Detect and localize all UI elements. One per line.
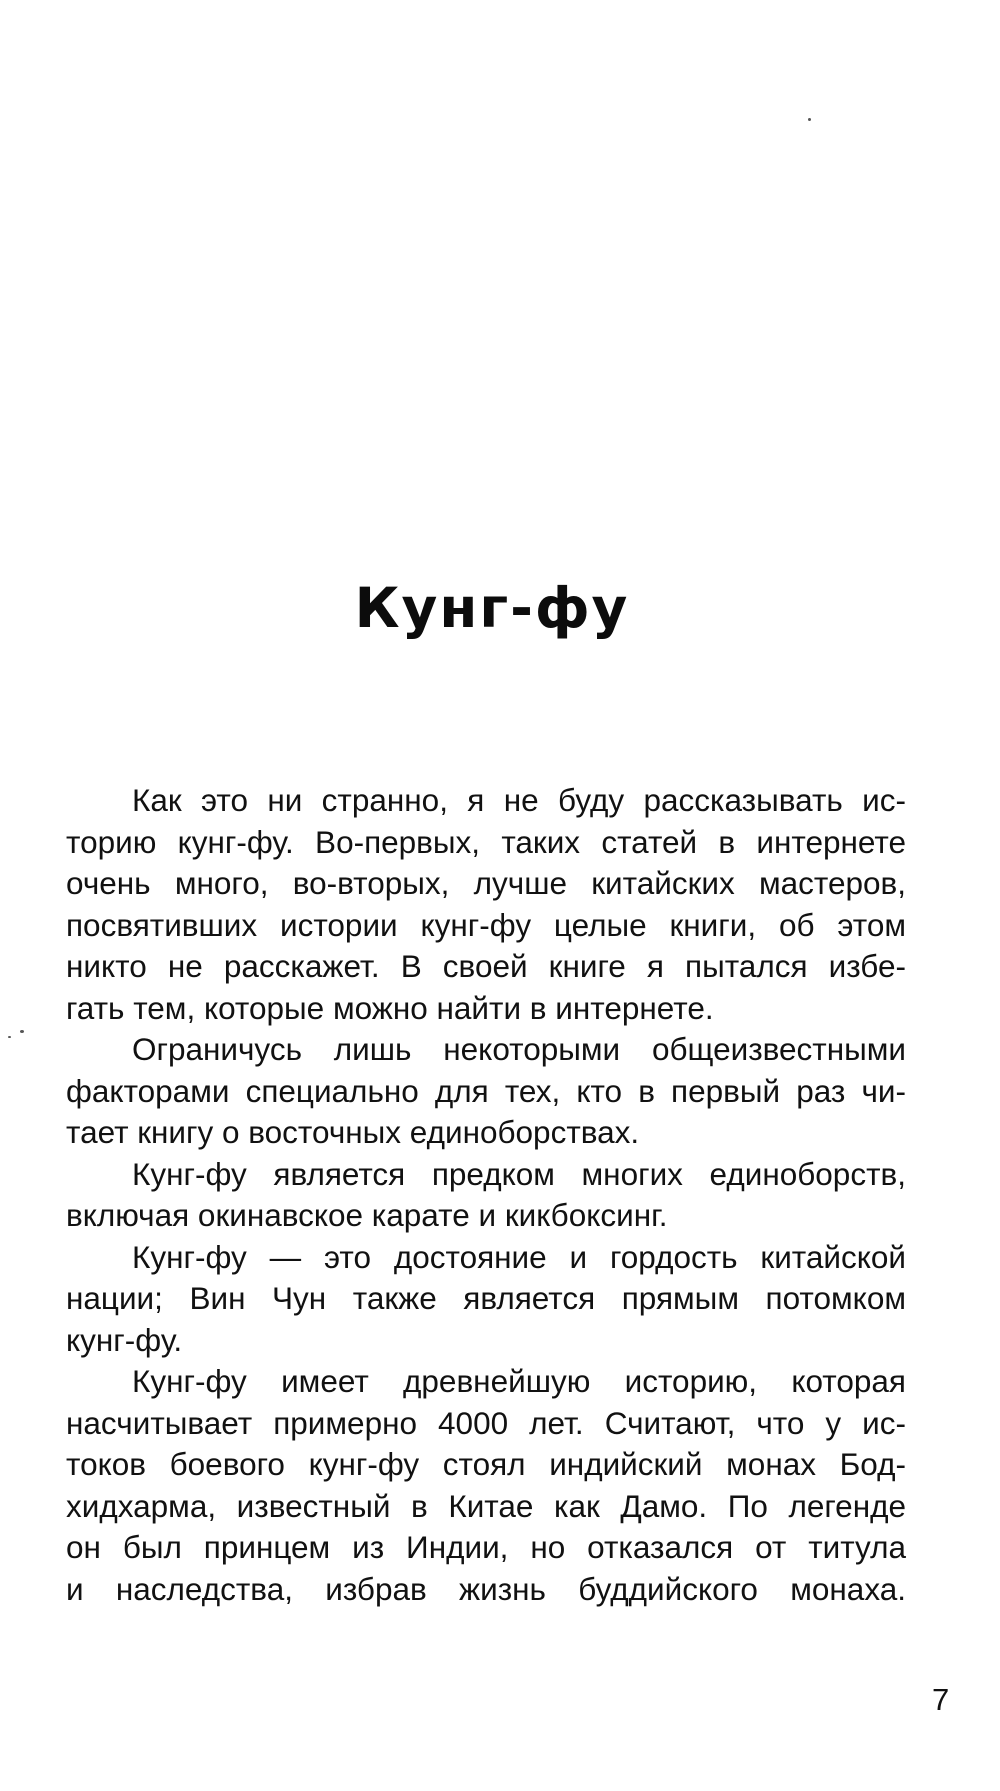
text-line: кунг-фу. xyxy=(66,1321,183,1358)
scan-speck xyxy=(8,1036,11,1038)
page-number: 7 xyxy=(932,1682,950,1717)
body-text xyxy=(66,780,906,1610)
text-line: Как это ни странно, я не буду рассказывать ис- xyxy=(132,782,906,818)
text-line: хидхарма, известный в Китае как Дамо. По легенде xyxy=(66,1487,906,1524)
text-line: Ограничусь лишь некоторыми общеизвестными xyxy=(132,1031,906,1067)
text-line: насчитывает примерно 4000 лет. Считают, что у ис- xyxy=(66,1404,906,1441)
text-line: никто не расскажет. В своей книге я пытался избе- xyxy=(66,948,906,984)
text-line: токов боевого кунг-фу стоял индийский монах Бод- xyxy=(66,1446,906,1482)
chapter-title: Кунг-фу xyxy=(354,576,630,640)
text-line: нации; Вин Чун также является прямым потомком xyxy=(66,1280,906,1316)
scan-speck xyxy=(808,118,811,121)
text-line: Кунг-фу является предком многих единоборств, xyxy=(132,1155,906,1192)
text-line: посвятивших истории кунг-фу целые книги, об этом xyxy=(66,906,906,943)
text-line: и наследства, избрав жизнь буддийского монаха. xyxy=(66,1570,906,1607)
text-line: очень много, во-вторых, лучше китайских мастеров, xyxy=(66,865,906,901)
text-line: Кунг-фу — это достояние и гордость китайской xyxy=(132,1238,906,1275)
text-line: он был принцем из Индии, но отказался от титула xyxy=(66,1529,906,1565)
text-line: гать тем, которые можно найти в интернете. xyxy=(66,989,714,1026)
text-line: тает книгу о восточных единоборствах. xyxy=(66,1114,640,1150)
text-line: включая окинавское карате и кикбоксинг. xyxy=(66,1197,668,1233)
scan-speck xyxy=(20,1030,24,1033)
text-line: факторами специально для тех, кто в первый раз чи- xyxy=(66,1072,906,1109)
text-line: Кунг-фу имеет древнейшую историю, которая xyxy=(132,1363,906,1399)
text-line: торию кунг-фу. Во-первых, таких статей в интернете xyxy=(66,823,906,860)
